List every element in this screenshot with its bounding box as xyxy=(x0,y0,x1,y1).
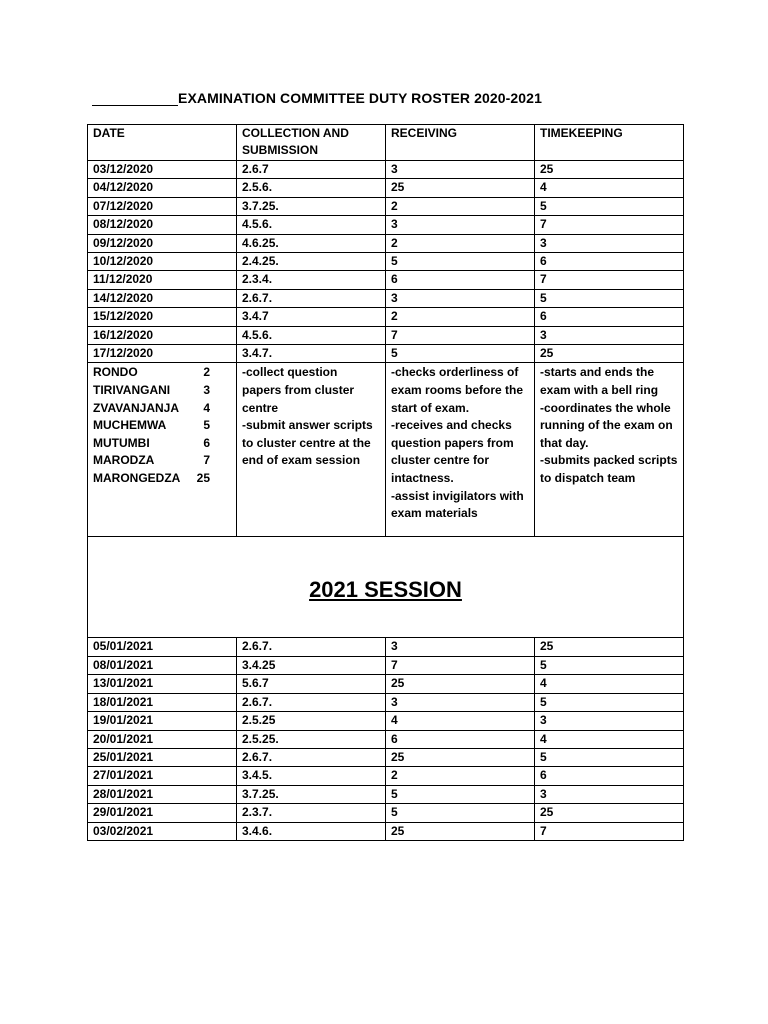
timekeeping-cell: 6 xyxy=(535,308,684,326)
date-cell: 19/01/2021 xyxy=(88,712,237,730)
date-cell: 08/12/2020 xyxy=(88,216,237,234)
table-row xyxy=(88,234,684,252)
date-cell: 15/12/2020 xyxy=(88,308,237,326)
member-number: 25 xyxy=(196,471,210,486)
member-entry xyxy=(93,382,210,400)
timekeeping-cell: 7 xyxy=(535,216,684,234)
member-name: RONDO xyxy=(93,365,138,380)
table-row xyxy=(88,161,684,179)
duty-text: -checks orderliness of exam rooms before the start of exam. xyxy=(391,365,524,415)
collection-cell: 3.4.5. xyxy=(237,767,386,785)
date-cell: 20/01/2021 xyxy=(88,730,237,748)
duty-roster-table xyxy=(87,124,684,841)
table-row xyxy=(88,767,684,785)
receiving-cell: 25 xyxy=(386,179,535,197)
member-name: MARODZA xyxy=(93,453,155,468)
receiving-cell: 25 xyxy=(386,822,535,840)
title-underline xyxy=(92,105,178,106)
collection-duties-cell xyxy=(237,363,386,537)
table-row xyxy=(88,253,684,271)
table-row xyxy=(88,345,684,363)
member-name: MUCHEMWA xyxy=(93,418,167,433)
timekeeping-cell: 4 xyxy=(535,179,684,197)
receiving-cell: 4 xyxy=(386,712,535,730)
receiving-cell: 25 xyxy=(386,748,535,766)
timekeeping-cell: 5 xyxy=(535,289,684,307)
notes-body xyxy=(88,363,684,638)
timekeeping-cell: 4 xyxy=(535,675,684,693)
member-entry xyxy=(93,435,210,453)
collection-cell: 2.5.25. xyxy=(237,730,386,748)
table-row xyxy=(88,748,684,766)
member-number: 5 xyxy=(203,418,210,433)
receiving-cell: 3 xyxy=(386,638,535,656)
collection-cell: 2.4.25. xyxy=(237,253,386,271)
member-number: 4 xyxy=(203,400,210,415)
member-entry xyxy=(93,470,210,488)
collection-cell: 2.3.7. xyxy=(237,804,386,822)
timekeeping-cell: 5 xyxy=(535,197,684,215)
timekeeping-cell: 5 xyxy=(535,656,684,674)
collection-cell: 2.3.4. xyxy=(237,271,386,289)
timekeeping-cell: 7 xyxy=(535,271,684,289)
timekeeping-cell: 25 xyxy=(535,638,684,656)
table-row xyxy=(88,271,684,289)
timekeeping-cell: 3 xyxy=(535,785,684,803)
table-row xyxy=(88,712,684,730)
table-row xyxy=(88,656,684,674)
receiving-cell: 7 xyxy=(386,656,535,674)
duty-text: -submit answer scripts to cluster centre at the end of exam session xyxy=(242,418,373,468)
table-row xyxy=(88,326,684,344)
collection-cell: 3.7.25. xyxy=(237,785,386,803)
table-row xyxy=(88,216,684,234)
timekeeping-cell: 3 xyxy=(535,234,684,252)
header-row xyxy=(88,125,684,161)
receiving-cell: 3 xyxy=(386,693,535,711)
date-cell: 10/12/2020 xyxy=(88,253,237,271)
collection-cell: 2.6.7. xyxy=(237,748,386,766)
member-entry xyxy=(93,417,210,435)
duty-text: -coordinates the whole running of the exam on that day. xyxy=(540,400,673,450)
receiving-cell: 25 xyxy=(386,675,535,693)
receiving-cell: 5 xyxy=(386,253,535,271)
receiving-cell: 5 xyxy=(386,345,535,363)
date-cell: 09/12/2020 xyxy=(88,234,237,252)
member-entry xyxy=(93,364,210,382)
receiving-cell: 5 xyxy=(386,804,535,822)
table-row xyxy=(88,730,684,748)
date-cell: 25/01/2021 xyxy=(88,748,237,766)
timekeeping-cell: 4 xyxy=(535,730,684,748)
duty-text: -assist invigilators with exam materials xyxy=(391,488,524,521)
table-row xyxy=(88,179,684,197)
collection-cell: 4.6.25. xyxy=(237,234,386,252)
members-cell xyxy=(88,363,237,537)
table-row xyxy=(88,197,684,215)
header-date: DATE xyxy=(88,125,237,161)
date-cell: 03/12/2020 xyxy=(88,161,237,179)
session-cell xyxy=(88,537,684,638)
timekeeping-cell: 5 xyxy=(535,748,684,766)
header-timekeeping: TIMEKEEPING xyxy=(535,125,684,161)
date-cell: 07/12/2020 xyxy=(88,197,237,215)
receiving-cell: 2 xyxy=(386,308,535,326)
member-name: ZVAVANJANJA xyxy=(93,400,180,415)
timekeeping-cell: 6 xyxy=(535,253,684,271)
table-row xyxy=(88,308,684,326)
member-entry xyxy=(93,452,210,470)
date-cell: 08/01/2021 xyxy=(88,656,237,674)
title-block xyxy=(92,90,612,110)
date-cell: 04/12/2020 xyxy=(88,179,237,197)
table-row xyxy=(88,638,684,656)
timekeeping-duties-cell xyxy=(535,363,684,537)
date-cell: 28/01/2021 xyxy=(88,785,237,803)
table-row xyxy=(88,675,684,693)
member-number: 6 xyxy=(203,435,210,450)
table-row xyxy=(88,693,684,711)
table-row xyxy=(88,785,684,803)
receiving-cell: 6 xyxy=(386,271,535,289)
member-number: 2 xyxy=(203,365,210,380)
notes-row xyxy=(88,363,684,537)
collection-cell: 2.6.7 xyxy=(237,161,386,179)
date-cell: 29/01/2021 xyxy=(88,804,237,822)
collection-cell: 3.4.7 xyxy=(237,308,386,326)
session-row xyxy=(88,537,684,638)
collection-cell: 2.5.6. xyxy=(237,179,386,197)
receiving-cell: 5 xyxy=(386,785,535,803)
receiving-cell: 3 xyxy=(386,216,535,234)
receiving-cell: 2 xyxy=(386,197,535,215)
receiving-cell: 6 xyxy=(386,730,535,748)
duty-text: -submits packed scripts to dispatch team xyxy=(540,453,678,486)
date-cell: 18/01/2021 xyxy=(88,693,237,711)
date-cell: 11/12/2020 xyxy=(88,271,237,289)
collection-cell: 3.4.7. xyxy=(237,345,386,363)
receiving-cell: 7 xyxy=(386,326,535,344)
collection-cell: 3.4.6. xyxy=(237,822,386,840)
receiving-duties-cell xyxy=(386,363,535,537)
collection-cell: 5.6.7 xyxy=(237,675,386,693)
collection-cell: 2.6.7. xyxy=(237,289,386,307)
timekeeping-cell: 3 xyxy=(535,712,684,730)
timekeeping-cell: 6 xyxy=(535,767,684,785)
date-cell: 14/12/2020 xyxy=(88,289,237,307)
member-name: MARONGEDZA xyxy=(93,471,181,486)
date-cell: 13/01/2021 xyxy=(88,675,237,693)
date-cell: 03/02/2021 xyxy=(88,822,237,840)
timekeeping-cell: 5 xyxy=(535,693,684,711)
timekeeping-cell: 3 xyxy=(535,326,684,344)
timekeeping-cell: 7 xyxy=(535,822,684,840)
header-receiving: RECEIVING xyxy=(386,125,535,161)
collection-cell: 4.5.6. xyxy=(237,216,386,234)
date-cell: 16/12/2020 xyxy=(88,326,237,344)
member-entry xyxy=(93,400,210,418)
member-name: MUTUMBI xyxy=(93,435,150,450)
receiving-cell: 2 xyxy=(386,234,535,252)
session-title: 2021 SESSION xyxy=(309,576,462,602)
header-collection: COLLECTION AND SUBMISSION xyxy=(237,125,386,161)
date-cell: 05/01/2021 xyxy=(88,638,237,656)
receiving-cell: 3 xyxy=(386,161,535,179)
timekeeping-cell: 25 xyxy=(535,804,684,822)
table-row xyxy=(88,822,684,840)
receiving-cell: 2 xyxy=(386,767,535,785)
date-cell: 27/01/2021 xyxy=(88,767,237,785)
duty-text: -collect question papers from cluster centre xyxy=(242,365,355,415)
table-row xyxy=(88,289,684,307)
timekeeping-cell: 25 xyxy=(535,161,684,179)
page-title: EXAMINATION COMMITTEE DUTY ROSTER 2020-2021 xyxy=(178,90,542,106)
timekeeping-cell: 25 xyxy=(535,345,684,363)
roster-body-2021 xyxy=(88,638,684,840)
collection-cell: 3.4.25 xyxy=(237,656,386,674)
roster-body xyxy=(88,125,684,363)
receiving-cell: 3 xyxy=(386,289,535,307)
member-number: 7 xyxy=(203,453,210,468)
member-name: TIRIVANGANI xyxy=(93,383,171,398)
collection-cell: 2.6.7. xyxy=(237,693,386,711)
duty-text: -receives and checks question papers from cluster centre for intactness. xyxy=(391,418,514,486)
date-cell: 17/12/2020 xyxy=(88,345,237,363)
collection-cell: 4.5.6. xyxy=(237,326,386,344)
table-row xyxy=(88,804,684,822)
collection-cell: 2.5.25 xyxy=(237,712,386,730)
collection-cell: 3.7.25. xyxy=(237,197,386,215)
duty-text: -starts and ends the exam with a bell ring xyxy=(540,365,659,398)
collection-cell: 2.6.7. xyxy=(237,638,386,656)
member-number: 3 xyxy=(203,383,210,398)
